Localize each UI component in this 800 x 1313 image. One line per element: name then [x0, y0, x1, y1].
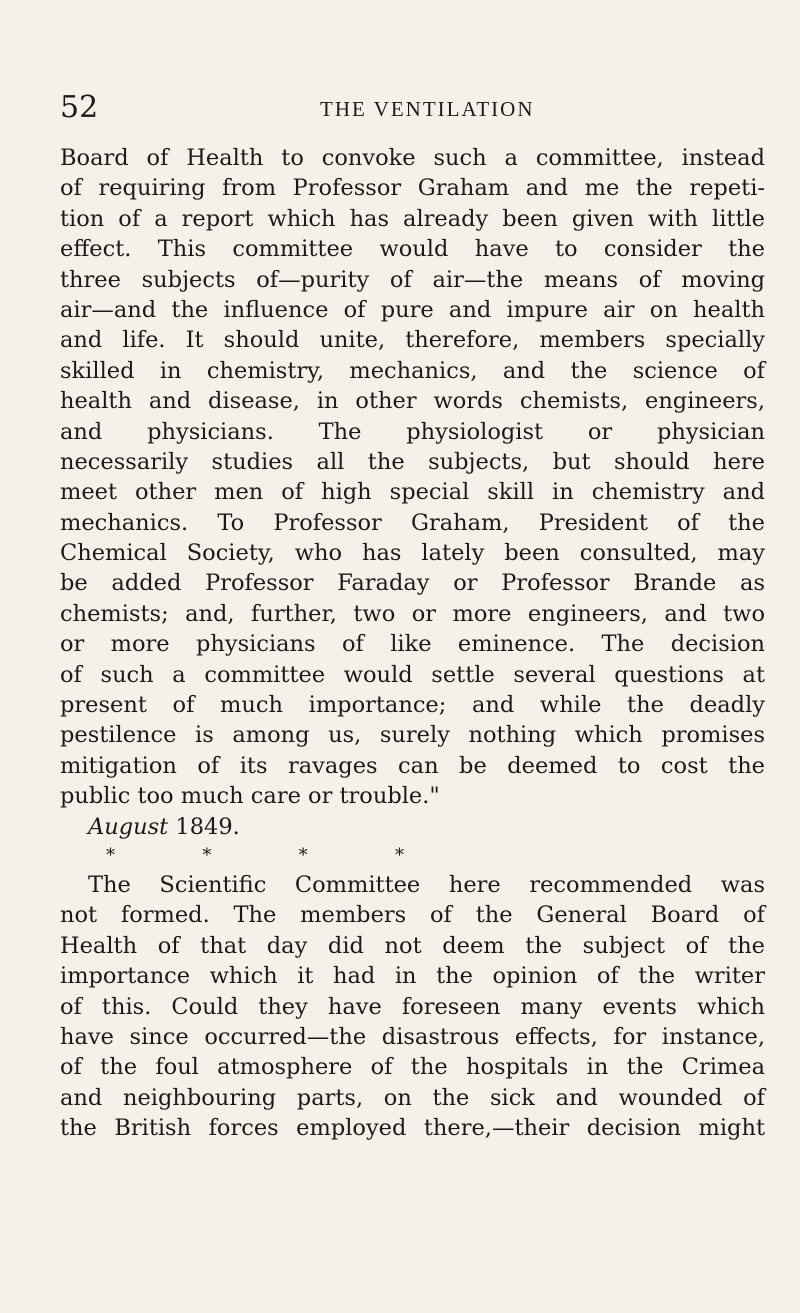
text-line: of such a committee would settle several questions at: [60, 661, 765, 688]
text-line: of this. Could they have foreseen many events which: [60, 993, 765, 1020]
asterisk: *: [202, 844, 212, 866]
paragraph-1: [60, 143, 765, 812]
text-line: mechanics. To Professor Graham, President of the: [60, 509, 765, 536]
page-number: 52: [60, 90, 99, 125]
text-line: necessarily studies all the subjects, but should here: [60, 448, 765, 475]
text-line: effect. This committee would have to consider the: [60, 236, 765, 263]
text-line: of requiring from Professor Graham and me the repeti-: [60, 175, 765, 202]
text-line: mitigation of its ravages can be deemed to cost the: [60, 752, 765, 779]
text-line: and life. It should unite, therefore, members specially: [60, 327, 765, 354]
text-line: of the foul atmosphere of the hospitals in the Crimea: [60, 1054, 765, 1081]
text-line: or more physicians of like eminence. The decision: [60, 631, 765, 658]
asterisk: *: [106, 844, 115, 866]
asterisk: *: [394, 844, 404, 866]
running-head: THE VENTILATION: [320, 97, 535, 121]
paragraph-2: [60, 870, 765, 1144]
dateline-month: August: [88, 813, 169, 840]
text-line: be added Professor Faraday or Professor Brande as: [60, 570, 765, 597]
text-line: chemists; and, further, two or more engineers, and two: [60, 600, 765, 627]
text-line: importance which it had in the opinion of the writer: [60, 963, 765, 990]
text-line: and neighbouring parts, on the sick and wounded of: [60, 1084, 765, 1111]
text-line: Chemical Society, who has lately been consulted, may: [60, 540, 765, 567]
dateline-year: 1849.: [175, 813, 240, 840]
text-line: air—and the influence of pure and impure air on health: [60, 296, 765, 323]
text-line: Health of that day did not deem the subject of the: [60, 932, 765, 959]
page-header: [60, 88, 760, 128]
text-line: pestilence is among us, surely nothing which promises: [60, 722, 765, 749]
text-line: and physicians. The physiologist or physician: [60, 418, 765, 445]
text-line: the British forces employed there,—their decision might: [60, 1115, 765, 1142]
dateline: [60, 812, 765, 842]
text-line: tion of a report which has already been given with little: [60, 205, 765, 232]
text-line: present of much importance; and while the deadly: [60, 692, 765, 719]
text-line: public too much care or trouble.": [60, 783, 440, 810]
text-line: Board of Health to convoke such a committee, instead: [60, 145, 765, 171]
asterisk: *: [298, 844, 308, 866]
section-break: [106, 842, 404, 870]
text-line: meet other men of high special skill in chemistry and: [60, 479, 765, 506]
text-line: skilled in chemistry, mechanics, and the science of: [60, 357, 765, 384]
text-line: The Scientific Committee here recommended was: [88, 871, 765, 898]
text-line: three subjects of—purity of air—the means of moving: [60, 266, 765, 293]
body-text: [60, 143, 765, 1144]
text-line: not formed. The members of the General Board of: [60, 902, 765, 929]
text-line: have since occurred—the disastrous effects, for instance,: [60, 1023, 765, 1050]
text-line: health and disease, in other words chemists, engineers,: [60, 388, 765, 415]
